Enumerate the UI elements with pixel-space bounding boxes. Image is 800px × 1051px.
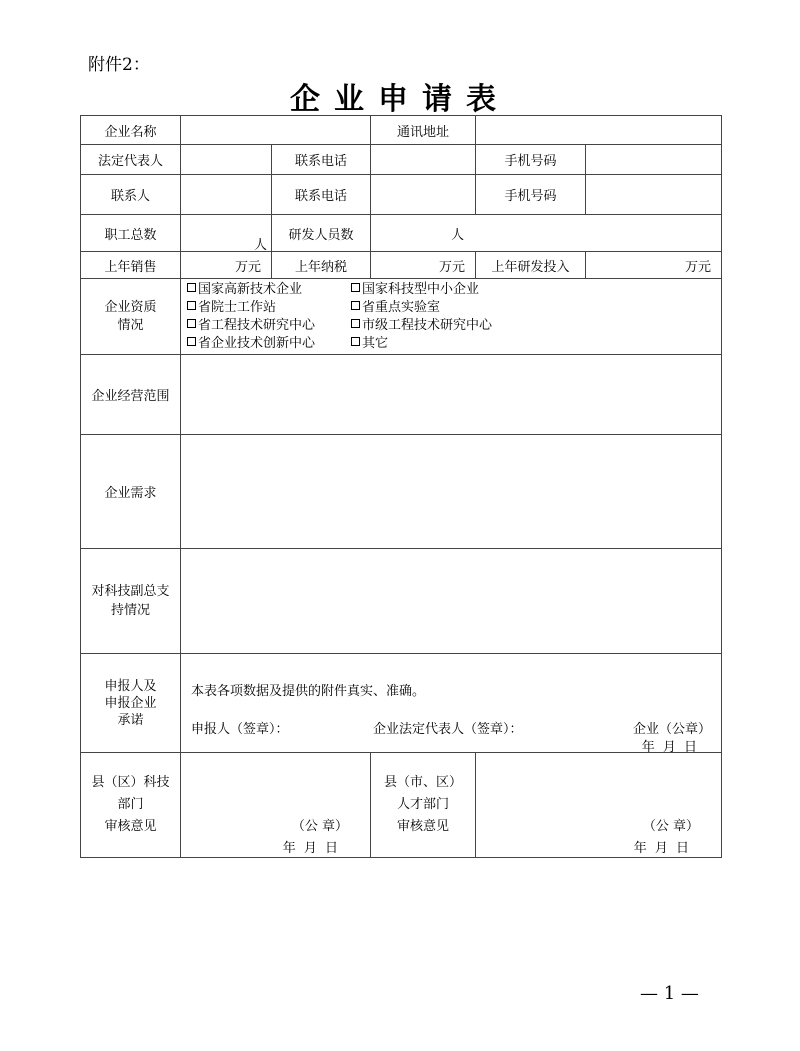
contact-phone-field[interactable] bbox=[371, 175, 476, 215]
applicant-signature[interactable]: 申报人（签章）： bbox=[191, 722, 289, 737]
business-scope-label: 企业经营范围 bbox=[81, 355, 181, 435]
county-talent-date: 年 月 日 bbox=[633, 841, 692, 856]
pledge-label: 申报人及申报企业承诺 bbox=[81, 654, 181, 753]
staff-total-unit: 人 bbox=[253, 238, 267, 253]
qual-option[interactable]: 省重点实验室 bbox=[351, 299, 551, 316]
support-field[interactable] bbox=[181, 549, 722, 654]
needs-label: 企业需求 bbox=[81, 435, 181, 549]
address-field[interactable] bbox=[476, 116, 722, 145]
business-scope-field[interactable] bbox=[181, 355, 722, 435]
contact-phone-label: 联系电话 bbox=[272, 175, 371, 215]
application-form bbox=[80, 115, 722, 858]
qual-option[interactable]: 省工程技术研究中心 bbox=[187, 317, 351, 334]
county-tech-review-field[interactable] bbox=[181, 753, 371, 858]
legal-rep-field[interactable] bbox=[181, 145, 272, 175]
legal-rep-mobile-field[interactable] bbox=[586, 145, 722, 175]
needs-field[interactable] bbox=[181, 435, 722, 549]
qual-option[interactable]: 国家科技型中小企业 bbox=[351, 281, 551, 298]
rd-staff-label: 研发人员数 bbox=[272, 215, 371, 252]
legal-rep-signature[interactable]: 企业法定代表人（签章）： bbox=[373, 722, 523, 737]
checkbox[interactable] bbox=[351, 337, 360, 346]
checkbox[interactable] bbox=[187, 319, 196, 328]
legal-rep-phone-label: 联系电话 bbox=[272, 145, 371, 175]
checkbox[interactable] bbox=[187, 337, 196, 346]
checkbox[interactable] bbox=[351, 319, 360, 328]
sales-label: 上年销售 bbox=[81, 252, 181, 279]
county-tech-review-label: 县（区）科技 部门 审核意见 bbox=[81, 753, 181, 858]
county-talent-seal: （公 章） bbox=[642, 819, 700, 834]
address-label: 通讯地址 bbox=[371, 116, 476, 145]
tax-field[interactable] bbox=[371, 252, 476, 279]
rd-staff-unit: 人 bbox=[451, 228, 465, 243]
sales-field[interactable] bbox=[181, 252, 272, 279]
county-tech-seal: （公 章） bbox=[291, 819, 349, 834]
contact-field[interactable] bbox=[181, 175, 272, 215]
qualification-label: 企业资质情况 bbox=[81, 279, 181, 355]
qual-option[interactable]: 其它 bbox=[351, 335, 551, 352]
annex-label: 附件2： bbox=[88, 55, 150, 75]
legal-rep-label: 法定代表人 bbox=[81, 145, 181, 175]
company-name-label: 企业名称 bbox=[81, 116, 181, 145]
county-talent-review-label: 县（市、区） 人才部门 审核意见 bbox=[371, 753, 476, 858]
page-title: 企业申请表 bbox=[290, 82, 510, 117]
qual-option[interactable]: 省企业技术创新中心 bbox=[187, 335, 351, 352]
contact-label: 联系人 bbox=[81, 175, 181, 215]
rd-invest-unit: 万元 bbox=[685, 259, 712, 275]
tax-unit: 万元 bbox=[439, 259, 466, 275]
rd-staff-field[interactable] bbox=[371, 215, 722, 252]
pledge-statement: 本表各项数据及提供的附件真实、准确。 bbox=[191, 684, 426, 699]
legal-rep-mobile-label: 手机号码 bbox=[476, 145, 586, 175]
rd-invest-label: 上年研发投入 bbox=[476, 252, 586, 279]
pledge-cell bbox=[181, 654, 722, 753]
company-seal[interactable]: 企业（公章） bbox=[633, 722, 712, 737]
company-name-field[interactable] bbox=[181, 116, 371, 145]
contact-mobile-field[interactable] bbox=[586, 175, 722, 215]
staff-total-field[interactable] bbox=[181, 215, 272, 252]
tax-label: 上年纳税 bbox=[272, 252, 371, 279]
sales-unit: 万元 bbox=[234, 259, 261, 275]
support-label: 对科技副总支持情况 bbox=[81, 549, 181, 654]
county-tech-date: 年 月 日 bbox=[282, 841, 341, 856]
checkbox[interactable] bbox=[351, 301, 360, 310]
county-talent-review-field[interactable] bbox=[476, 753, 722, 858]
checkbox[interactable] bbox=[187, 283, 196, 292]
contact-mobile-label: 手机号码 bbox=[476, 175, 586, 215]
checkbox[interactable] bbox=[187, 301, 196, 310]
pledge-date: 年 月 日 bbox=[641, 740, 700, 755]
legal-rep-phone-field[interactable] bbox=[371, 145, 476, 175]
qual-option[interactable]: 国家高新技术企业 bbox=[187, 281, 351, 298]
qualification-options bbox=[181, 279, 722, 355]
page-number: — 1 — bbox=[640, 983, 699, 1004]
qual-option[interactable]: 省院士工作站 bbox=[187, 299, 351, 316]
staff-total-label: 职工总数 bbox=[81, 215, 181, 252]
checkbox[interactable] bbox=[351, 283, 360, 292]
qual-option[interactable]: 市级工程技术研究中心 bbox=[351, 317, 551, 334]
rd-invest-field[interactable] bbox=[586, 252, 722, 279]
